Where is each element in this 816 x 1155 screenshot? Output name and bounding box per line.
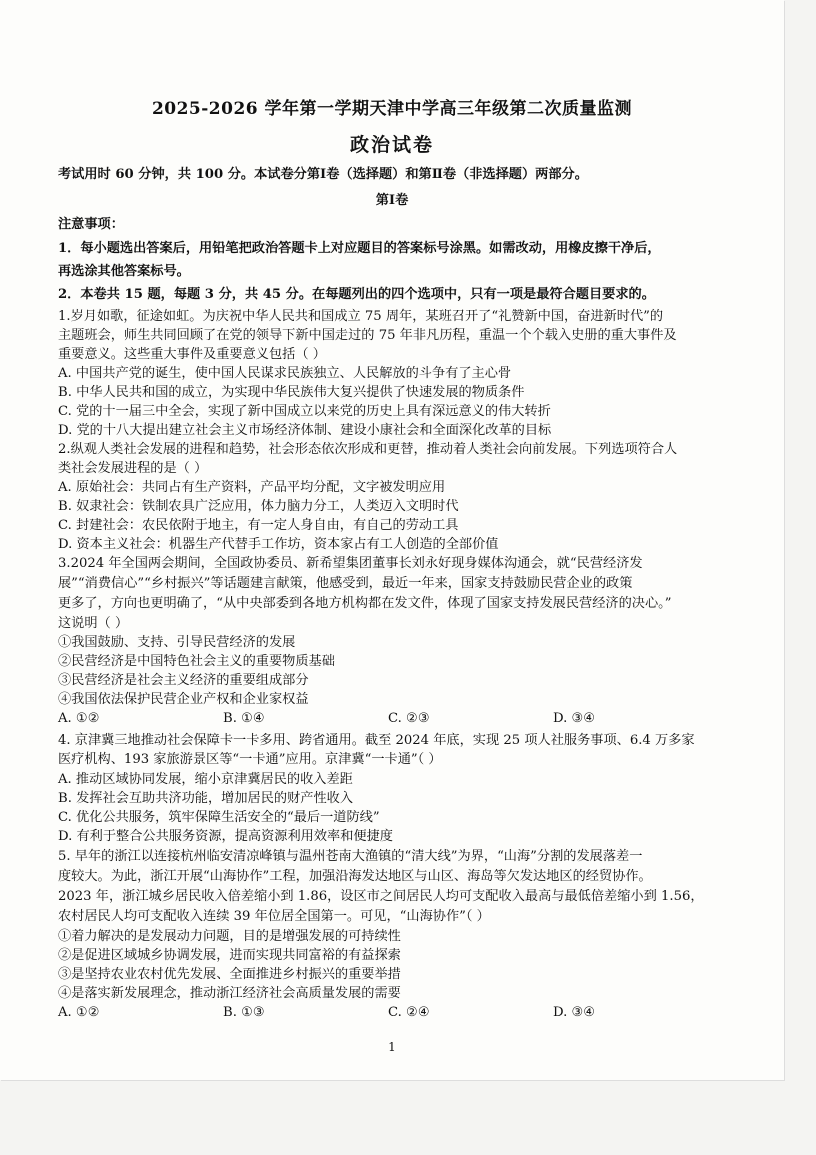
- note-2: 2．本卷共 15 题，每题 3 分，共 45 分。在每题列出的四个选项中，只有一项是最符合题目要求的。: [58, 287, 655, 302]
- question-stem-line: 这说明（ ）: [58, 616, 129, 631]
- question-stem-line: 2.纵观人类社会发展的进程和趋势，社会形态依次形成和更替，推动着人类社会向前发展。下列选项符合人: [58, 442, 678, 457]
- statement-3: ③民营经济是社会主义经济的重要组成部分: [58, 673, 309, 688]
- option-a: A. 原始社会：共同占有生产资料，产品平均分配，文字被发明应用: [58, 480, 446, 495]
- question-stem-line: 1.岁月如歌，征途如虹。为庆祝中华人民共和国成立 75 周年，某班召开了“礼赞新中国，奋进新时代”的: [58, 309, 664, 324]
- question-stem-line: 展”“消费信心”“乡村振兴”等话题建言献策，他感受到，最近一年来，国家支持鼓励民营企业的政策: [58, 576, 633, 591]
- option-b: B. 奴隶社会：铁制农具广泛应用，体力脑力分工，人类迈入文明时代: [58, 499, 459, 514]
- section-label: 第Ⅰ卷: [375, 193, 409, 208]
- option-a: A. 推动区域协同发展，缩小京津冀居民的收入差距: [58, 772, 353, 787]
- option-b: B. ①④: [223, 711, 265, 726]
- option-d: D. ③④: [553, 1005, 596, 1020]
- option-c: C. ②③: [388, 711, 430, 726]
- option-a: A. 中国共产党的诞生，使中国人民谋求民族独立、人民解放的斗争有了主心骨: [58, 366, 512, 381]
- note-1-line-2: 再选涂其他答案标号。: [58, 264, 190, 279]
- option-b: B. ①③: [223, 1005, 265, 1020]
- option-c: C. 优化公共服务，筑牢保障生活安全的“最后一道防线”: [58, 810, 380, 825]
- option-d: D. ③④: [553, 711, 596, 726]
- option-a: A. ①②: [58, 711, 100, 726]
- question-stem-line: 医疗机构、193 家旅游景区等“一卡通”应用。京津冀“一卡通”（ ）: [58, 752, 442, 767]
- statement-2: ②民营经济是中国特色社会主义的重要物质基础: [58, 654, 335, 669]
- option-a: A. ①②: [58, 1005, 100, 1020]
- statement-1: ①我国鼓励、支持、引导民营经济的发展: [58, 635, 296, 650]
- question-stem-line: 类社会发展进程的是（ ）: [58, 461, 208, 476]
- exam-info: 考试用时 60 分钟，共 100 分。本试卷分第Ⅰ卷（选择题）和第Ⅱ卷（非选择题）两部分。: [58, 167, 588, 182]
- exam-title: 2025-2026 学年第一学期天津中学高三年级第二次质量监测: [151, 99, 633, 119]
- option-c: C. ②④: [388, 1005, 430, 1020]
- option-c: C. 封建社会：农民依附于地主，有一定人身自由，有自己的劳动工具: [58, 518, 459, 533]
- option-b: B. 发挥社会互助共济功能，增加居民的财产性收入: [58, 791, 354, 806]
- option-d: D. 有利于整合公共服务资源，提高资源利用效率和便捷度: [58, 829, 393, 844]
- question-stem-line: 5. 早年的浙江以连接杭州临安清凉峰镇与温州苍南大渔镇的“清大线”为界，“山海”分割的发展落差一: [58, 849, 643, 864]
- question-stem-line: 主题班会，师生共同回顾了在党的领导下新中国走过的 75 年非凡历程，重温一个个载入史册的重大事件及: [58, 328, 677, 343]
- question-stem-line: 2023 年，浙江城乡居民收入倍差缩小到 1.86，设区市之间居民人均可支配收入最高与最低倍差缩小到 1.56，: [58, 889, 704, 904]
- page-number: 1: [388, 1040, 396, 1054]
- option-d: D. 党的十八大提出建立社会主义市场经济体制、建设小康社会和全面深化改革的目标: [58, 423, 552, 438]
- option-d: D. 资本主义社会：机器生产代替手工作坊，资本家占有工人创造的全部价值: [58, 537, 499, 552]
- note-1-line-1: 1．每小题选出答案后，用铅笔把政治答题卡上对应题目的答案标号涂黑。如需改动，用橡皮擦干净后，: [58, 241, 661, 256]
- statement-4: ④我国依法保护民营企业产权和企业家权益: [58, 692, 309, 707]
- question-stem-line: 3.2024 年全国两会期间，全国政协委员、新希望集团董事长刘永好现身媒体沟通会，就“民营经济发: [58, 556, 643, 571]
- option-c: C. 党的十一届三中全会，实现了新中国成立以来党的历史上具有深远意义的伟大转折: [58, 404, 551, 419]
- question-stem-line: 重要意义。这些重大事件及重要意义包括（ ）: [58, 347, 326, 362]
- statement-2: ②是促进区域城乡协调发展，进而实现共同富裕的有益探索: [58, 948, 401, 963]
- statement-1: ①着力解决的是发展动力问题，目的是增强发展的可持续性: [58, 929, 401, 944]
- statement-4: ④是落实新发展理念，推动浙江经济社会高质量发展的需要: [58, 986, 401, 1001]
- question-stem-line: 度较大。为此，浙江开展“山海协作”工程，加强沿海发达地区与山区、海岛等欠发达地区的经贸协作。: [58, 869, 652, 884]
- question-stem-line: 4. 京津冀三地推动社会保障卡一卡多用、跨省通用。截至 2024 年底，实现 25 项人社服务事项、6.4 万多家: [58, 733, 695, 748]
- question-stem-line: 更多了，方向也更明确了，“从中央部委到各地方机构都在发文件，体现了国家支持发展民营经济的决心。”: [58, 596, 672, 611]
- notes-heading: 注意事项：: [58, 217, 124, 232]
- exam-subtitle: 政治试卷: [349, 134, 434, 156]
- question-stem-line: 农村居民人均可支配收入连续 39 年位居全国第一。可见，“山海协作”（ ）: [58, 909, 490, 924]
- option-b: B. 中华人民共和国的成立，为实现中华民族伟大复兴提供了快速发展的物质条件: [58, 385, 525, 400]
- statement-3: ③是坚持农业农村优先发展、全面推进乡村振兴的重要举措: [58, 967, 401, 982]
